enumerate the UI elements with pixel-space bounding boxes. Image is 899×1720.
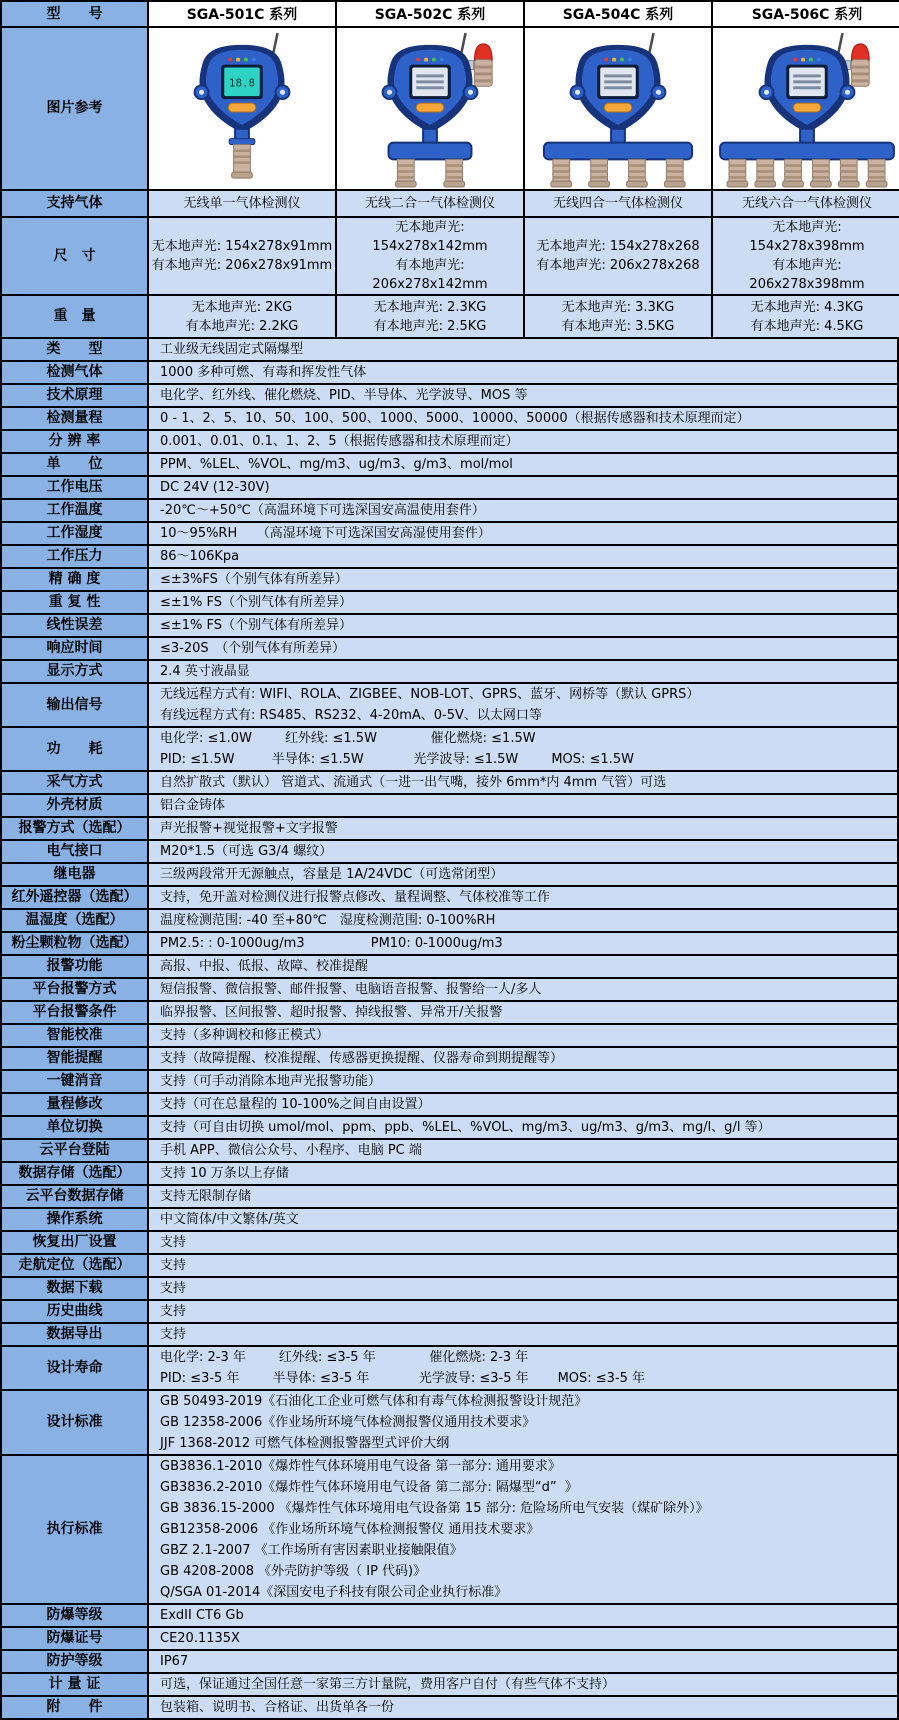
row-value xyxy=(149,1186,897,1207)
weight-value xyxy=(525,296,713,337)
table-row xyxy=(2,728,897,772)
weight-line: 无本地声光: 3.3KG xyxy=(561,299,675,315)
row-value xyxy=(149,1456,897,1603)
size-value xyxy=(149,218,337,294)
size-line: 无本地声光: 154x278x268 xyxy=(536,239,700,254)
device-illustration xyxy=(525,31,711,189)
row-value xyxy=(149,1002,897,1023)
table-row xyxy=(2,1002,897,1025)
row-value xyxy=(149,1347,897,1389)
value-line: GB 3836.15-2000 《爆炸性气体环境用电气设备第 15 部分: 危险场所电气安装（煤矿除外）》 xyxy=(160,1501,709,1516)
value-line: 支持（故障提醒、校准提醒、传感器更换提醒、仪器寿命到期提醒等） xyxy=(160,1051,564,1066)
row-value xyxy=(149,841,897,862)
table-row xyxy=(2,1347,897,1391)
row-value xyxy=(149,431,897,452)
value-line: 可选，保证通过全国任意一家第三方计量院，费用客户自付（有些气体不支持） xyxy=(160,1677,616,1692)
weight-line: 有本地声光: 4.5KG xyxy=(750,318,864,334)
row-label: 电气接口 xyxy=(2,841,149,862)
table-row xyxy=(2,385,897,408)
value-line: 三级两段常开无源触点，容量是 1A/24VDC（可选常闭型） xyxy=(160,867,504,882)
table-row xyxy=(2,1324,897,1347)
row-label: 检测量程 xyxy=(2,408,149,429)
row-label: 继电器 xyxy=(2,864,149,885)
header-row xyxy=(2,2,897,28)
size-value xyxy=(525,218,713,294)
row-value xyxy=(149,661,897,682)
value-line: 手机 APP、微信公众号、小程序、电脑 PC 端 xyxy=(160,1143,422,1158)
row-value xyxy=(149,1071,897,1092)
size-line: 无本地声光: 154x278x91mm xyxy=(151,239,333,254)
table-row xyxy=(2,1209,897,1232)
value-line: 电化学: 2-3 年 红外线: ≤3-5 年 催化燃烧: 2-3 年 xyxy=(160,1350,529,1365)
row-label: 防护等级 xyxy=(2,1651,149,1672)
row-label: 单 位 xyxy=(2,454,149,475)
weight-line: 有本地声光: 2.2KG xyxy=(185,318,299,334)
row-value xyxy=(149,339,897,360)
table-row xyxy=(2,500,897,523)
model-header-sga-504c: SGA-504C 系列 xyxy=(525,2,713,26)
table-row xyxy=(2,956,897,979)
value-line: JJF 1368-2012 可燃气体检测报警器型式评价大纲 xyxy=(160,1436,450,1451)
row-value xyxy=(149,523,897,544)
row-value xyxy=(149,1674,897,1695)
table-row xyxy=(2,1094,897,1117)
value-line: Q/SGA 01-2014《深国安电子科技有限公司企业执行标准》 xyxy=(160,1585,508,1600)
value-line: 高报、中报、低报、故障、校准提醒 xyxy=(160,959,369,974)
row-value xyxy=(149,1278,897,1299)
row-label: 量程修改 xyxy=(2,1094,149,1115)
table-row xyxy=(2,431,897,454)
row-value xyxy=(149,1140,897,1161)
value-line: 支持（可在总量程的 10-100%之间自由设置） xyxy=(160,1097,431,1112)
row-label: 工作湿度 xyxy=(2,523,149,544)
device-illustration xyxy=(714,31,899,189)
row-value xyxy=(149,1117,897,1138)
row-value xyxy=(149,1048,897,1069)
row-value xyxy=(149,454,897,475)
value-line: ExdII CT6 Gb xyxy=(160,1608,244,1623)
row-label: 工作电压 xyxy=(2,477,149,498)
table-row xyxy=(2,1140,897,1163)
row-value xyxy=(149,477,897,498)
size-line: 有本地声光: 206x278x398mm xyxy=(749,258,865,292)
device-illustration xyxy=(337,31,523,189)
value-line: 支持 xyxy=(160,1258,187,1273)
weight-line: 无本地声光: 4.3KG xyxy=(750,299,864,315)
value-line: 支持 xyxy=(160,1304,187,1319)
product-image-sga-504c xyxy=(525,28,713,189)
table-row xyxy=(2,1278,897,1301)
row-label: 粉尘颗粒物（选配） xyxy=(2,933,149,954)
table-row xyxy=(2,1628,897,1651)
table-row xyxy=(2,795,897,818)
value-line: PM2.5: : 0-1000ug/m3 PM10: 0-1000ug/m3 xyxy=(160,936,503,951)
support-gas-value xyxy=(525,191,713,216)
value-line: PPM、%LEL、%VOL、mg/m3、ug/m3、g/m3、mol/mol xyxy=(160,457,513,472)
value-line: 支持 xyxy=(160,1235,187,1250)
value-line: 支持（可手动消除本地声光报警功能） xyxy=(160,1074,382,1089)
row-value xyxy=(149,772,897,793)
row-label: 显示方式 xyxy=(2,661,149,682)
value-line: GB3836.2-2010《爆炸性气体环境用电气设备 第二部分: 隔爆型“d” 》 xyxy=(160,1480,578,1495)
row-value xyxy=(149,1651,897,1672)
table-row xyxy=(2,841,897,864)
support-gas-text: 无线单一气体检测仪 xyxy=(183,196,301,211)
support-gas-value xyxy=(337,191,525,216)
size-line: 无本地声光: 154x278x398mm xyxy=(749,220,865,254)
value-line: DC 24V (12-30V) xyxy=(160,480,270,495)
table-row xyxy=(2,661,897,684)
weight-value xyxy=(149,296,337,337)
product-image-sga-506c xyxy=(713,28,899,189)
row-label: 检测气体 xyxy=(2,362,149,383)
table-row xyxy=(2,910,897,933)
weight-row-label: 重 量 xyxy=(2,296,149,337)
support-gas-value xyxy=(713,191,899,216)
row-label: 平台报警条件 xyxy=(2,1002,149,1023)
table-row xyxy=(2,615,897,638)
row-value xyxy=(149,1697,897,1718)
weight-line: 无本地声光: 2KG xyxy=(191,299,293,315)
row-value xyxy=(149,887,897,908)
size-row xyxy=(2,218,897,296)
support-gas-label: 支持气体 xyxy=(2,191,149,216)
value-line: 0 - 1、2、5、10、50、100、500、1000、5000、10000、50000（根据传感器和技术原理而定） xyxy=(160,411,750,426)
size-value xyxy=(713,218,899,294)
table-row xyxy=(2,772,897,795)
table-row xyxy=(2,1301,897,1324)
value-line: CE20.1135X xyxy=(160,1631,240,1646)
table-row xyxy=(2,592,897,615)
row-label: 温湿度（选配） xyxy=(2,910,149,931)
row-value xyxy=(149,818,897,839)
row-label: 防爆等级 xyxy=(2,1605,149,1626)
support-gas-value xyxy=(149,191,337,216)
table-row xyxy=(2,339,897,362)
row-value xyxy=(149,1255,897,1276)
row-value xyxy=(149,385,897,406)
row-label: 响应时间 xyxy=(2,638,149,659)
row-value xyxy=(149,362,897,383)
row-value xyxy=(149,1025,897,1046)
value-line: 0.001、0.01、0.1、1、2、5（根据传感器和技术原理而定） xyxy=(160,434,519,449)
row-label: 精 确 度 xyxy=(2,569,149,590)
table-row xyxy=(2,684,897,728)
value-line: 电化学: ≤1.0W 红外线: ≤1.5W 催化燃烧: ≤1.5W xyxy=(160,731,536,746)
row-value xyxy=(149,408,897,429)
value-line: 支持 10 万条以上存储 xyxy=(160,1166,289,1181)
row-label: 智能提醒 xyxy=(2,1048,149,1069)
value-line: 工业级无线固定式隔爆型 xyxy=(160,342,304,357)
size-line: 无本地声光: 154x278x142mm xyxy=(372,220,488,254)
table-row xyxy=(2,1117,897,1140)
row-value xyxy=(149,933,897,954)
row-value xyxy=(149,979,897,1000)
table-row xyxy=(2,818,897,841)
value-line: GB 4208-2008 《外壳防护等级（ IP 代码)》 xyxy=(160,1564,427,1579)
table-row xyxy=(2,1674,897,1697)
value-line: 支持（多种调校和修正模式） xyxy=(160,1028,330,1043)
support-gas-text: 无线四合一气体检测仪 xyxy=(552,196,683,211)
size-value xyxy=(337,218,525,294)
row-label: 数据下载 xyxy=(2,1278,149,1299)
row-label: 平台报警方式 xyxy=(2,979,149,1000)
row-label: 计 量 证 xyxy=(2,1674,149,1695)
row-label: 线性误差 xyxy=(2,615,149,636)
row-label: 云平台登陆 xyxy=(2,1140,149,1161)
device-screen-reading: 18.8 xyxy=(228,76,256,90)
value-line: 温度检测范围: -40 至+80℃ 湿度检测范围: 0-100%RH xyxy=(160,913,496,928)
row-value xyxy=(149,615,897,636)
value-line: GB 50493-2019《石油化工企业可燃气体和有毒气体检测报警设计规范》 xyxy=(160,1394,588,1409)
row-label: 报警方式（选配） xyxy=(2,818,149,839)
table-row xyxy=(2,1651,897,1674)
value-line: 有线远程方式有: RS485、RS232、4-20mA、0-5V、以太网口等 xyxy=(160,708,542,723)
table-row xyxy=(2,454,897,477)
header-label-model: 型 号 xyxy=(2,2,149,26)
row-label: 数据存储（选配） xyxy=(2,1163,149,1184)
value-line: 支持无限制存储 xyxy=(160,1189,252,1204)
value-line: 声光报警+视觉报警+文字报警 xyxy=(160,821,338,836)
value-line: 短信报警、微信报警、邮件报警、电脑语音报警、报警给一人/多人 xyxy=(160,982,542,997)
row-value xyxy=(149,1094,897,1115)
value-line: M20*1.5（可选 G3/4 螺纹） xyxy=(160,844,333,859)
table-row xyxy=(2,1071,897,1094)
row-value xyxy=(149,956,897,977)
value-line: -20℃～+50℃（高温环境下可选深国安高温使用套件） xyxy=(160,503,485,518)
product-image-sga-501c xyxy=(149,28,337,189)
value-line: 铝合金铸体 xyxy=(160,798,226,813)
value-line: GBZ 2.1-2007 《工作场所有害因素职业接触限值》 xyxy=(160,1543,463,1558)
value-line: 中文简体/中文繁体/英文 xyxy=(160,1212,299,1227)
weight-value xyxy=(713,296,899,337)
value-line: ≤±1% FS（个别气体有所差异） xyxy=(160,595,353,610)
value-line: ≤±1% FS（个别气体有所差异） xyxy=(160,618,353,633)
value-line: 包装箱、说明书、合格证、出货单各一份 xyxy=(160,1700,395,1715)
row-label: 历史曲线 xyxy=(2,1301,149,1322)
table-row xyxy=(2,933,897,956)
row-label: 技术原理 xyxy=(2,385,149,406)
row-label: 一键消音 xyxy=(2,1071,149,1092)
support-gas-text: 无线六合一气体检测仪 xyxy=(741,196,872,211)
row-label: 恢复出厂设置 xyxy=(2,1232,149,1253)
value-line: ≤±3%FS（个别气体有所差异） xyxy=(160,572,348,587)
row-label: 单位切换 xyxy=(2,1117,149,1138)
row-value xyxy=(149,728,897,770)
row-label: 工作温度 xyxy=(2,500,149,521)
table-row xyxy=(2,1186,897,1209)
image-row-label: 图片参考 xyxy=(2,28,149,189)
weight-line: 有本地声光: 3.5KG xyxy=(561,318,675,334)
support-gas-text: 无线二合一气体检测仪 xyxy=(364,196,495,211)
model-header-sga-501c: SGA-501C 系列 xyxy=(149,2,337,26)
row-label: 外壳材质 xyxy=(2,795,149,816)
product-image-sga-502c xyxy=(337,28,525,189)
row-label: 功 耗 xyxy=(2,728,149,770)
row-value xyxy=(149,910,897,931)
size-row-label: 尺 寸 xyxy=(2,218,149,294)
weight-line: 无本地声光: 2.3KG xyxy=(373,299,487,315)
value-line: GB3836.1-2010《爆炸性气体环境用电气设备 第一部分: 通用要求》 xyxy=(160,1459,561,1474)
row-value xyxy=(149,569,897,590)
value-line: 支持 xyxy=(160,1281,187,1296)
row-value xyxy=(149,795,897,816)
row-value xyxy=(149,1232,897,1253)
table-row xyxy=(2,1048,897,1071)
row-value xyxy=(149,1324,897,1345)
table-row xyxy=(2,477,897,500)
row-label: 输出信号 xyxy=(2,684,149,726)
row-value xyxy=(149,592,897,613)
row-value xyxy=(149,546,897,567)
row-value xyxy=(149,1628,897,1649)
value-line: 86～106Kpa xyxy=(160,549,240,564)
row-label: 数据导出 xyxy=(2,1324,149,1345)
row-value xyxy=(149,500,897,521)
row-value xyxy=(149,684,897,726)
size-line: 有本地声光: 206x278x268 xyxy=(536,258,700,273)
table-row xyxy=(2,1391,897,1456)
row-label: 类 型 xyxy=(2,339,149,360)
value-line: GB12358-2006 《作业场所环境气体检测报警仪 通用技术要求》 xyxy=(160,1522,540,1537)
weight-value xyxy=(337,296,525,337)
value-line: ≤3-20S （个别气体有所差异） xyxy=(160,641,346,656)
row-label: 重 复 性 xyxy=(2,592,149,613)
size-line: 有本地声光: 206x278x142mm xyxy=(372,258,488,292)
value-line: GB 12358-2006《作业场所环境气体检测报警仪通用技术要求》 xyxy=(160,1415,536,1430)
value-line: 2.4 英寸液晶显 xyxy=(160,664,250,679)
row-label: 附 件 xyxy=(2,1697,149,1718)
table-row xyxy=(2,408,897,431)
row-label: 设计标准 xyxy=(2,1391,149,1454)
row-label: 报警功能 xyxy=(2,956,149,977)
table-row xyxy=(2,1697,897,1718)
row-value xyxy=(149,1391,897,1454)
row-label: 防爆证号 xyxy=(2,1628,149,1649)
row-label: 云平台数据存储 xyxy=(2,1186,149,1207)
table-row xyxy=(2,864,897,887)
value-line: 支持，免开盖对检测仪进行报警点修改、量程调整、气体校准等工作 xyxy=(160,890,551,905)
value-line: 支持 xyxy=(160,1327,187,1342)
table-row xyxy=(2,1456,897,1605)
device-illustration xyxy=(149,31,335,189)
table-row xyxy=(2,1605,897,1628)
table-row xyxy=(2,523,897,546)
value-line: 10～95%RH （高湿环境下可选深国安高湿使用套件） xyxy=(160,526,491,541)
row-value xyxy=(149,1301,897,1322)
table-row xyxy=(2,1255,897,1278)
row-value xyxy=(149,638,897,659)
value-line: 无线远程方式有: WIFI、ROLA、ZIGBEE、NOB-LOT、GPRS、蓝牙、网桥等（默认 GPRS） xyxy=(160,687,700,702)
table-row xyxy=(2,569,897,592)
row-label: 走航定位（选配） xyxy=(2,1255,149,1276)
weight-row xyxy=(2,296,897,339)
row-label: 采气方式 xyxy=(2,772,149,793)
row-label: 智能校准 xyxy=(2,1025,149,1046)
value-line: PID: ≤1.5W 半导体: ≤1.5W 光学波导: ≤1.5W MOS: ≤1.5W xyxy=(160,752,634,767)
table-row xyxy=(2,1163,897,1186)
size-line: 有本地声光: 206x278x91mm xyxy=(151,258,333,273)
value-line: 自然扩散式（默认） 管道式、流通式（一进一出气嘴，接外 6mm*内 4mm 气管）可选 xyxy=(160,775,667,790)
value-line: IP67 xyxy=(160,1654,189,1669)
table-row xyxy=(2,638,897,661)
row-label: 设计寿命 xyxy=(2,1347,149,1389)
table-row xyxy=(2,887,897,910)
model-header-sga-502c: SGA-502C 系列 xyxy=(337,2,525,26)
row-value xyxy=(149,1163,897,1184)
row-label: 分 辨 率 xyxy=(2,431,149,452)
value-line: 1000 多种可燃、有毒和挥发性气体 xyxy=(160,365,367,380)
row-label: 操作系统 xyxy=(2,1209,149,1230)
value-line: 支持（可自由切换 umol/mol、ppm、ppb、%LEL、%VOL、mg/m3、ug/m3、g/m3、mg/l、g/l 等） xyxy=(160,1120,771,1135)
row-value xyxy=(149,864,897,885)
value-line: PID: ≤3-5 年 半导体: ≤3-5 年 光学波导: ≤3-5 年 MOS: ≤3-5 年 xyxy=(160,1371,646,1386)
row-value xyxy=(149,1605,897,1626)
model-header-sga-506c: SGA-506C 系列 xyxy=(713,2,899,26)
row-value xyxy=(149,1209,897,1230)
row-label: 执行标准 xyxy=(2,1456,149,1603)
image-row xyxy=(2,28,897,191)
row-label: 红外遥控器（选配） xyxy=(2,887,149,908)
table-row xyxy=(2,362,897,385)
value-line: 临界报警、区间报警、超时报警、掉线报警、异常开/关报警 xyxy=(160,1005,503,1020)
table-row xyxy=(2,1232,897,1255)
table-row xyxy=(2,979,897,1002)
table-row xyxy=(2,546,897,569)
table-row xyxy=(2,1025,897,1048)
row-label: 工作压力 xyxy=(2,546,149,567)
value-line: 电化学、红外线、催化燃烧、PID、半导体、光学波导、MOS 等 xyxy=(160,388,528,403)
support-gas-row xyxy=(2,191,897,218)
weight-line: 有本地声光: 2.5KG xyxy=(373,318,487,334)
